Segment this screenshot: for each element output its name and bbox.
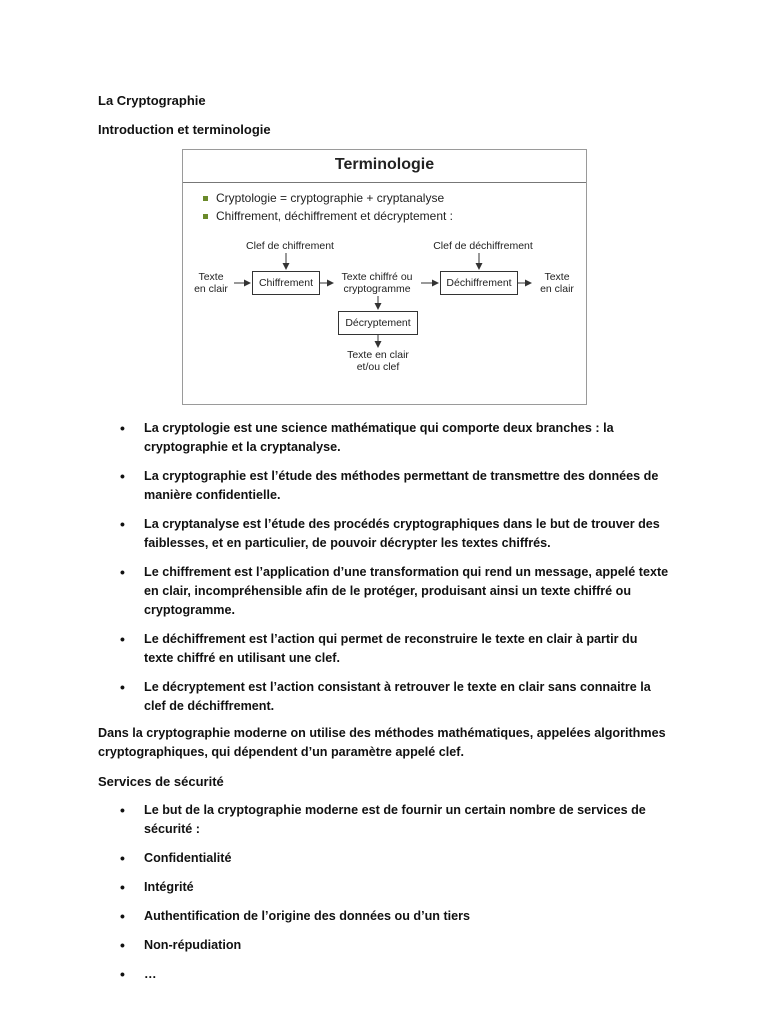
paragraph-algorithmes: Dans la cryptographie moderne on utilise des méthodes mathématiques, appelées algorithmes cryptographiques, qui dépendent d’un paramètre appelé clef. <box>98 726 666 759</box>
list-item: • … <box>144 965 669 984</box>
box-decryptement: Décryptement <box>338 311 418 335</box>
list-item: • Non-répudiation <box>144 936 669 955</box>
list-item: • Le déchiffrement est l’action qui permet de reconstruire le texte en clair à partir du texte chiffré en utilisant une clef. <box>144 630 669 668</box>
label-line: en clair <box>194 283 228 295</box>
label-line: et/ou clef <box>356 361 400 373</box>
list-item: • Confidentialité <box>144 849 669 868</box>
services-bullet-list <box>0 801 669 984</box>
figure-title: Terminologie <box>334 156 435 173</box>
label-line: Texte <box>198 271 224 283</box>
label-line: en clair <box>540 283 574 295</box>
list-item: • Le chiffrement est l’application d’une transformation qui rend un message, appelé texte en clair, incompréhensible afin de le protéger, produisant ainsi un texte chiffré ou cryptogramme. <box>144 563 669 620</box>
label-line: Texte en clair <box>347 349 409 361</box>
section-heading-introduction: Introduction et terminologie <box>98 122 271 137</box>
section-heading-services: Services de sécurité <box>98 774 224 789</box>
box-chiffrement: Chiffrement <box>252 271 320 295</box>
figure-arrows <box>183 150 586 404</box>
list-item: • Le décryptement est l’action consistant à retrouver le texte en clair sans connaitre la clef de déchiffrement. <box>144 678 669 716</box>
document-title: La Cryptographie <box>98 93 206 108</box>
list-item: • Le but de la cryptographie moderne est de fournir un certain nombre de services de sécurité : <box>144 801 669 839</box>
terminology-figure <box>182 149 587 405</box>
list-item: • La cryptologie est une science mathématique qui comporte deux branches : la cryptographie et la cryptanalyse. <box>144 419 669 457</box>
label-line: cryptogramme <box>343 283 411 295</box>
label-line: Texte chiffré ou <box>341 271 413 283</box>
label-line: Texte <box>544 271 570 283</box>
label-clef-chiffrement: Clef de chiffrement <box>246 240 334 252</box>
terminology-bullet-list <box>0 419 669 716</box>
list-item: • Intégrité <box>144 878 669 897</box>
figure-bullet-text: Cryptologie = cryptographie + cryptanalyse <box>216 191 445 205</box>
box-dechiffrement: Déchiffrement <box>440 271 518 295</box>
list-item: • La cryptographie est l’étude des méthodes permettant de transmettre des données de manière confidentielle. <box>144 467 669 505</box>
list-item: • La cryptanalyse est l’étude des procédés cryptographiques dans le but de trouver des faiblesses, et en particulier, de pouvoir décrypter les textes chiffrés. <box>144 515 669 553</box>
label-clef-dechiffrement: Clef de déchiffrement <box>433 240 533 252</box>
figure-bullet-text: Chiffrement, déchiffrement et décryptement : <box>216 209 454 223</box>
list-item: • Authentification de l’origine des données ou d’un tiers <box>144 907 669 926</box>
